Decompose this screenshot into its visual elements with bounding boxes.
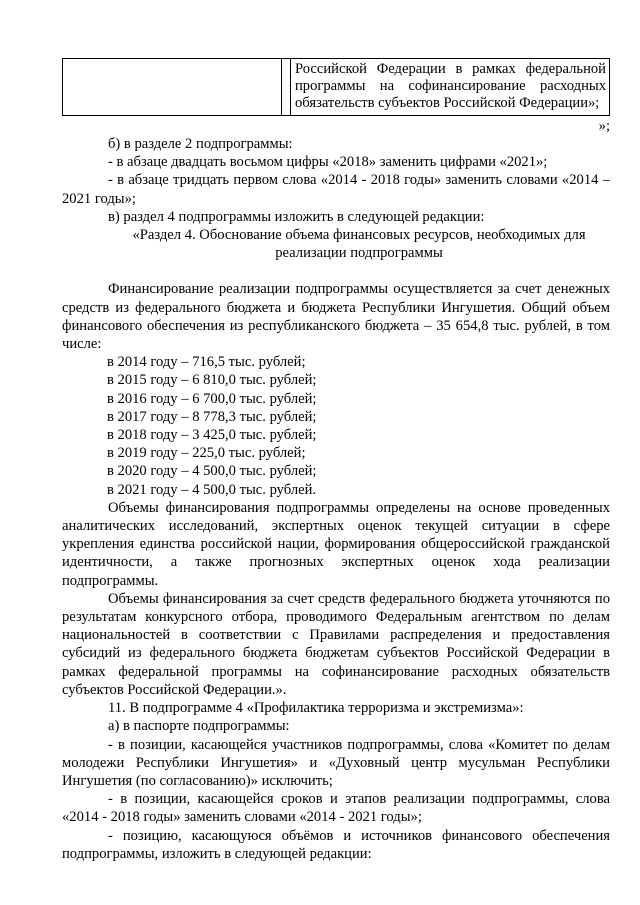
list-item: в 2019 году – 225,0 тыс. рублей; <box>107 445 306 462</box>
paragraph-a3: - позицию, касающуюся объёмов и источников финансового обеспечения подпрограммы, изложить в следующей редакции: <box>62 827 610 862</box>
paragraph-b: б) в разделе 2 подпрограммы: <box>108 136 293 152</box>
section-heading: «Раздел 4. Обоснование объема финансовых ресурсов, необходимых для реализации подпрограммы <box>132 227 586 262</box>
cell-paragraph: Российской Федерации в рамках федеральной программы на софинансирование расходных обязательств субъектов Российской Федерации»; <box>295 61 606 111</box>
table-row <box>63 59 610 116</box>
document-page <box>62 58 610 863</box>
paragraph-b2: - в абзаце тридцать первом слова «2014 - 2018 годы» заменить словами «2014 – 2021 годы»; <box>62 172 610 207</box>
list-item: в 2016 году – 6 700,0 тыс. рублей; <box>107 390 317 407</box>
list-item: в 2015 году – 6 810,0 тыс. рублей; <box>107 372 317 389</box>
paragraph-v: в) раздел 4 подпрограммы изложить в следующей редакции: <box>108 208 485 225</box>
continuation-table <box>62 58 610 116</box>
table-cell-empty <box>63 59 282 116</box>
list-item: в 2021 году – 4 500,0 тыс. рублей. <box>107 481 317 498</box>
paragraph-volumes: Объемы финансирования подпрограммы определены на основе проведенных аналитических исследований, экспертных оценок текущей ситуации в сфере укрепления единства российской нации, формирования общероссийской гражданской идентичности, а также прогнозных экспертных оценок хода реализации подпрограммы. <box>62 499 610 589</box>
paragraph-financing: Финансирование реализации подпрограммы осуществляется за счет денежных средств из федерального бюджета и бюджета Республики Ингушетия. Общий объем финансового обеспечения из республиканского бюджета – 35 654,8 тыс. рублей, в том числе: <box>62 281 610 353</box>
yearly-amounts-list <box>62 353 610 499</box>
paragraph-b1: - в абзаце двадцать восьмом цифры «2018» заменить цифрами «2021»; <box>108 154 548 171</box>
paragraph-a2: - в позиции, касающейся сроков и этапов реализации подпрограммы, слова «2014 - 2018 годы» заменить словами «2014 - 2021 годы»; <box>62 791 610 826</box>
paragraph-federal: Объемы финансирования за счет средств федерального бюджета уточняются по результатам конкурсного отбора, проводимого Федеральным агентством по делам национальностей в соответствии с Правилами распределения и предоставления субсидий из федерального бюджета бюджетам субъектов Российской Федерации в рамках федеральной программы на софинансирование расходных обязательств субъектов Российской Федерации.». <box>62 590 610 698</box>
spacer <box>62 262 610 280</box>
table-cell-narrow <box>282 59 291 116</box>
closing-mark: »; <box>598 118 610 134</box>
list-item: в 2020 году – 4 500,0 тыс. рублей; <box>107 463 317 480</box>
list-item: в 2014 году – 716,5 тыс. рублей; <box>107 354 306 371</box>
paragraph-a: а) в паспорте подпрограммы: <box>108 718 290 735</box>
list-item: в 2018 году – 3 425,0 тыс. рублей; <box>107 427 317 444</box>
list-item: в 2017 году – 8 778,3 тыс. рублей; <box>107 408 317 425</box>
paragraph-a1: - в позиции, касающейся участников подпрограммы, слова «Комитет по делам молодежи Республики Ингушетия» и «Духовный центр мусульман Республики Ингушетия (по согласованию)» исключить; <box>62 736 610 789</box>
table-cell-text <box>291 59 610 116</box>
paragraph-item-11: 11. В подпрограмме 4 «Профилактика терроризма и экстремизма»: <box>108 700 524 717</box>
